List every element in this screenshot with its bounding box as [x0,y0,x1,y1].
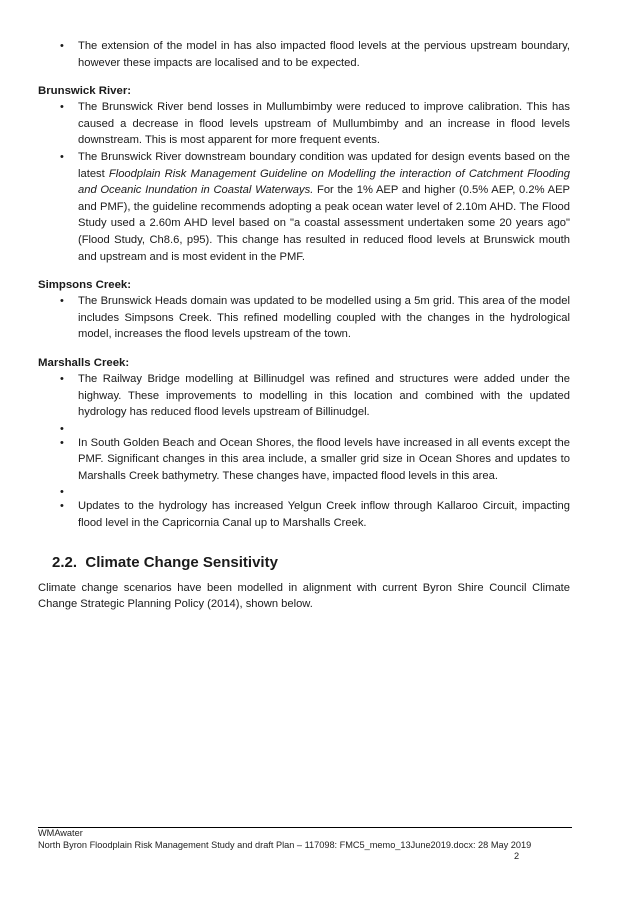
brunswick-bullet-2-text-a: The Brunswick River downstream boundary condition was updated for design events based on the latest [78,150,570,180]
brunswick-bullet-2 [38,149,570,265]
list-spacer [38,484,570,498]
simpsons-bullet-1: • The Brunswick Heads domain was updated to be modelled using a 5m grid. This area of the model includes Simpsons Creek. This refined modelling coupled with the changes in the hydrological model, increases the flood levels upstream of the town. [38,293,570,343]
section-body: Climate change scenarios have been modelled in alignment with current Byron Shire Council Climate Change Strategic Planning Policy (2014), shown below. [38,581,570,611]
section-heading [52,552,570,574]
marshalls-bullet-2: • In South Golden Beach and Ocean Shores, the flood levels have increased in all events except the PMF. Significant changes in this area include, a smaller grid size in Ocean Shores and updates to Marshalls Creek bathymetry. These changes have, impacted flood levels in this area. [38,435,570,485]
footer-document: North Byron Floodplain Risk Management Study and draft Plan – 117098: FMC5_memo_13June2019.docx: 28 May 2019 [38,839,532,850]
brunswick-list [38,99,570,265]
simpsons-list [38,293,570,343]
marshalls-list [38,371,570,532]
guideline-title: Floodplain Risk Management Guideline on Modelling the interaction of Catchment Flooding and Oceanic Inundation in Coastal Waterways. [78,167,570,197]
section-number: 2.2. [52,553,78,571]
footer-company: WMAwater [38,828,83,838]
page-content [38,38,570,613]
brunswick-bullet-2-text-b: For the 1% AEP and higher (0.5% AEP, 0.2% AEP and PMF), the guideline recommends adopting a peak ocean water level of 2.10m AHD. The Flood Study used a 2.60m AHD level based on "a coastal assessment undertaken some 20 years ago" (Flood Study, Ch8.6, p95). This change has resulted in reduced flood levels at Brunswick mouth and upstream and is most evident in the PMF. [78,184,570,263]
section-title: Climate Change Sensitivity [85,553,278,571]
marshalls-bullet-1: • The Railway Bridge modelling at Billinudgel was refined and structures were added under the highway. These improvements to modelling in this location and combined with the updated hydrology has reduced flood levels upstream of Billinudgel. [38,371,570,421]
page-number: 2 [514,851,520,861]
marshalls-heading: Marshalls Creek: [38,356,130,369]
intro-bullet: • The extension of the model in has also impacted flood levels at the pervious upstream boundary, however these impacts are localised and to be expected. [38,38,570,71]
brunswick-bullet-1: • The Brunswick River bend losses in Mullumbimby were reduced to improve calibration. This has caused a decrease in flood levels upstream of Mullumbimby and an increase in flood levels downstream. This is most apparent for more frequent events. [38,99,570,149]
brunswick-heading: Brunswick River: [38,85,132,98]
page-footer [38,827,572,851]
marshalls-bullet-3: • Updates to the hydrology has increased Yelgun Creek inflow through Kallaroo Circuit, impacting flood level in the Capricornia Canal up to Marshalls Creek. [38,498,570,531]
intro-list [38,38,570,71]
list-spacer [38,421,570,435]
simpsons-heading: Simpsons Creek: [38,279,132,292]
